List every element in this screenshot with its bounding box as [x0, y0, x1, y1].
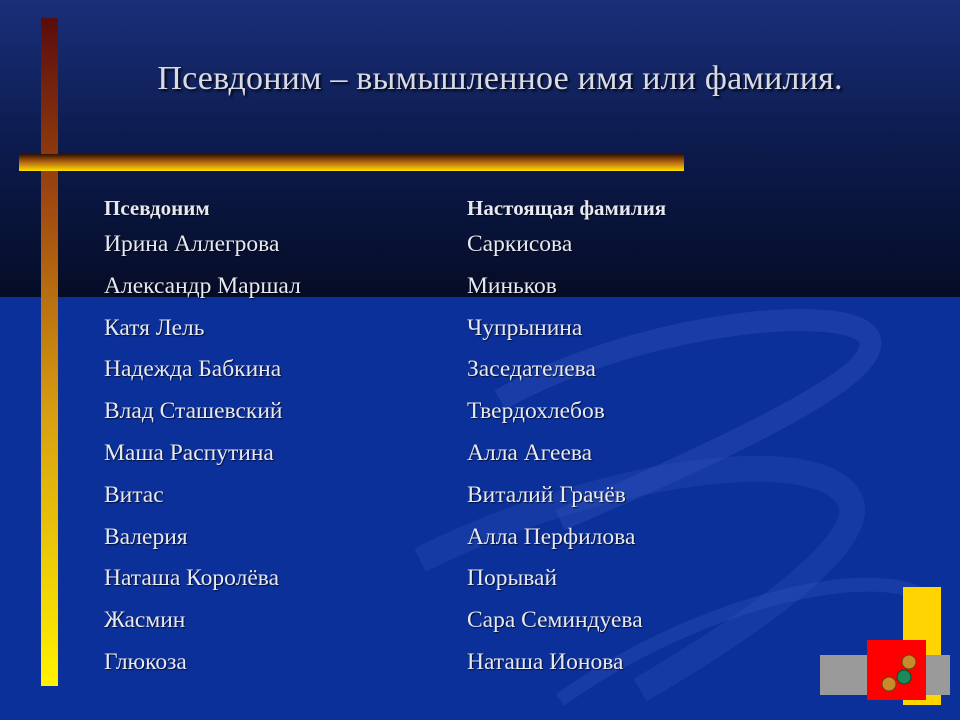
real-name-cell: Алла Перфилова [467, 523, 636, 550]
real-name-column-header: Настоящая фамилия [467, 196, 667, 220]
real-name-cell: Саркисова [467, 231, 573, 257]
pseudonym-cell: Катя Лель [104, 314, 205, 341]
real-name-cell: Виталий Грачёв [467, 481, 626, 508]
real-name-cell: Заседателева [467, 356, 596, 383]
real-name-cell: Алла Агеева [467, 439, 593, 466]
slide-title: Псевдоним – вымышленное имя или фамилия. [157, 60, 843, 97]
real-name-column [467, 192, 666, 684]
pseudonym-cell: Маша Распутина [104, 439, 274, 466]
vertical-accent-bar [41, 18, 58, 686]
pseudonym-cell: Влад Сташевский [104, 398, 283, 425]
pseudonym-cell: Жасмин [104, 607, 186, 634]
horizontal-accent-bar [19, 154, 684, 171]
real-name-cell: Миньков [467, 272, 557, 299]
real-name-cell: Наташа Ионова [467, 648, 624, 675]
pseudonym-cell: Ирина Аллегрова [104, 231, 280, 257]
pseudonym-column [104, 192, 301, 684]
pseudonym-cell: Валерия [104, 523, 188, 550]
real-name-cell: Порывай [467, 565, 558, 592]
decorative-balls-icon [867, 640, 926, 700]
pseudonym-cell: Глюкоза [104, 648, 187, 675]
pseudonym-cell: Наташа Королёва [104, 565, 279, 592]
pseudonym-cell: Александр Маршал [104, 272, 301, 299]
pseudonym-cell: Витас [104, 481, 164, 508]
real-name-cell: Сара Семиндуева [467, 607, 643, 634]
real-name-cell: Твердохлебов [467, 398, 605, 425]
pseudonym-column-header: Псевдоним [104, 196, 210, 220]
pseudonym-cell: Надежда Бабкина [104, 356, 282, 383]
real-name-cell: Чупрынина [467, 314, 583, 341]
